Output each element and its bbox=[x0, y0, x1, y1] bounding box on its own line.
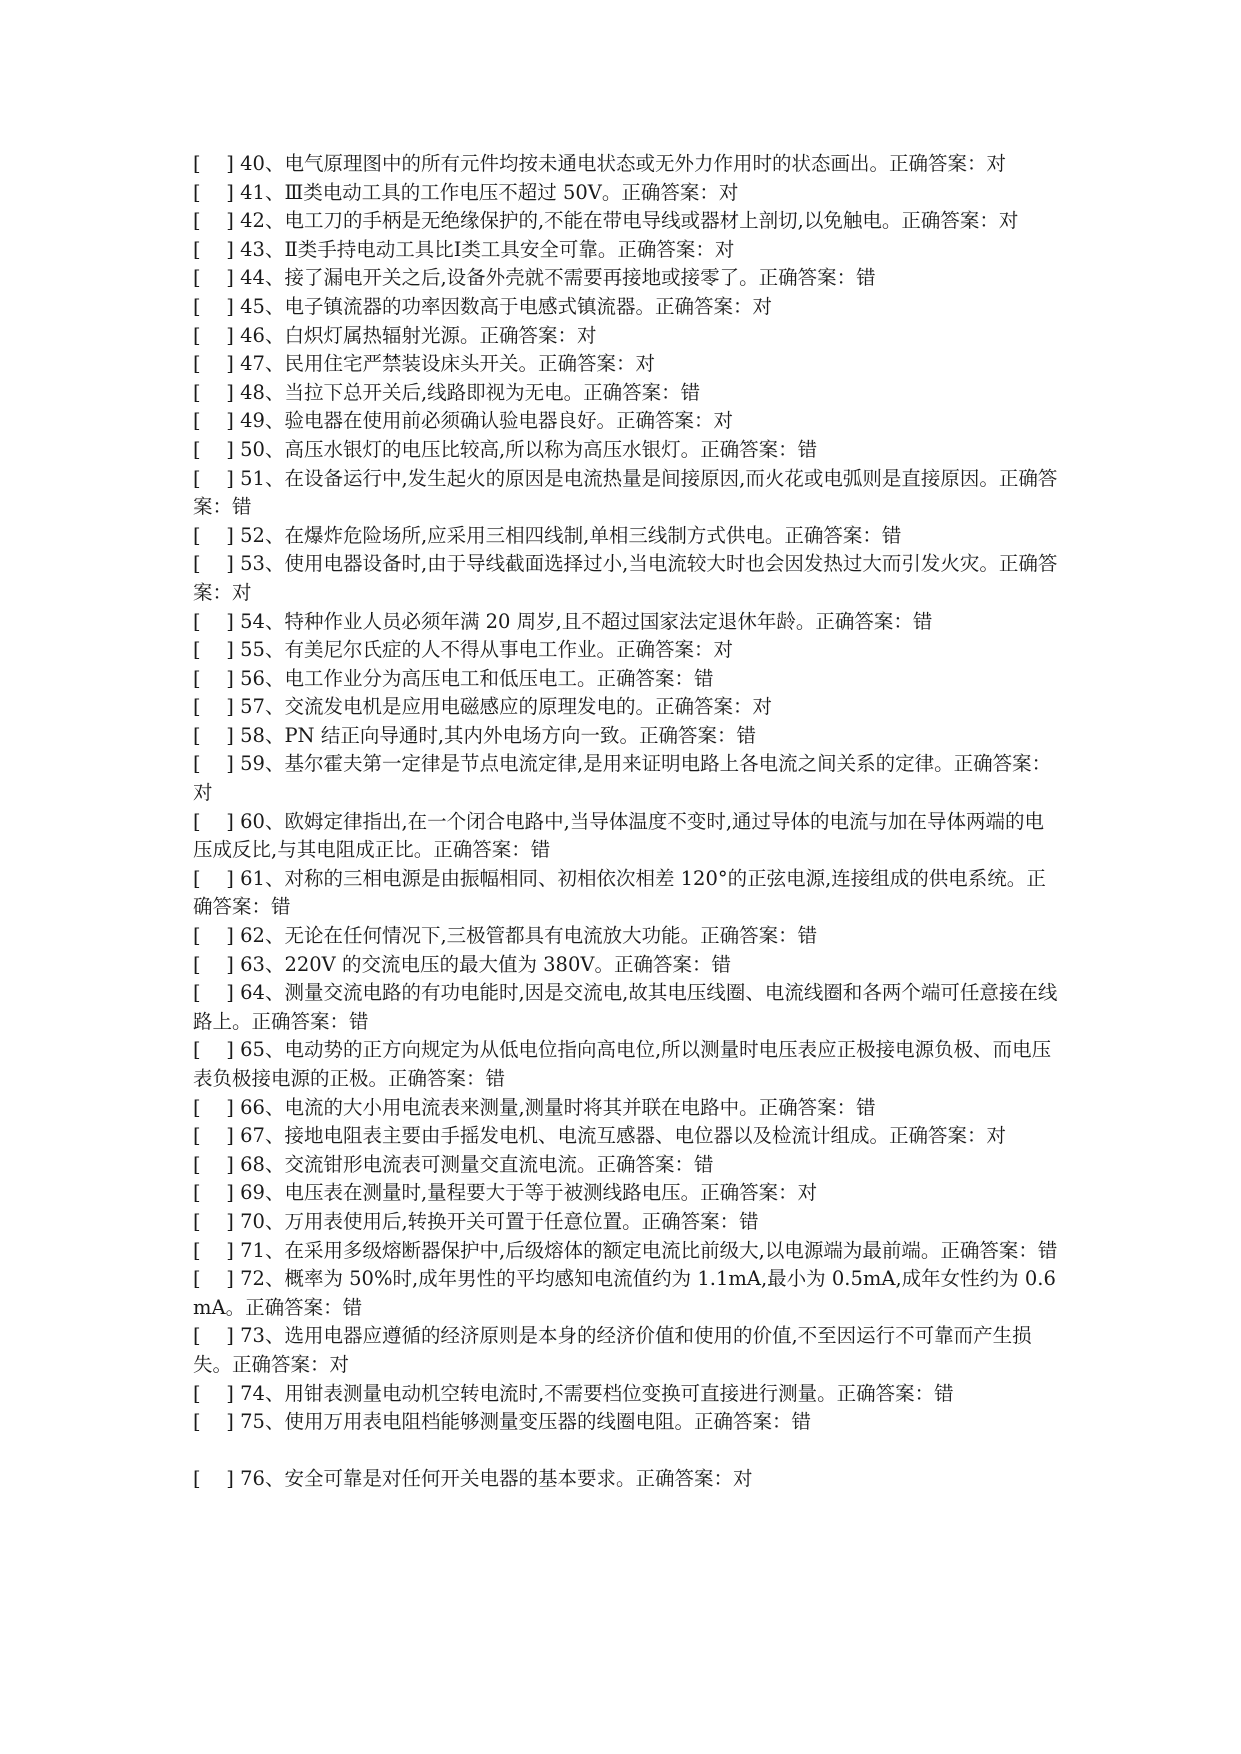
answer-label: 正确答案： bbox=[815, 609, 913, 633]
answer-value: 对 bbox=[797, 1181, 818, 1205]
question-text: 66、电流的大小用电流表来测量,测量时将其并联在电路中。 bbox=[240, 1095, 759, 1119]
question-text: 45、电子镇流器的功率因数高于电感式镇流器。 bbox=[240, 294, 655, 318]
question-item bbox=[193, 550, 1063, 607]
question-item bbox=[193, 179, 1063, 208]
answer-value: 错 bbox=[232, 495, 252, 519]
answer-value: 对 bbox=[986, 1124, 1006, 1148]
question-item bbox=[193, 207, 1063, 236]
answer-value: 错 bbox=[797, 924, 818, 948]
answer-label: 正确答案： bbox=[654, 294, 753, 318]
answer-value: 对 bbox=[329, 1352, 350, 1376]
question-item bbox=[193, 750, 1063, 807]
question-item bbox=[193, 1122, 1063, 1151]
question-text: 72、概率为 50%时,成年男性的平均感知电流值约为 1.1mA,最小为 0.5mA,成年女性约为 0.6mA。 bbox=[193, 1267, 1056, 1319]
answer-label: 正确答案： bbox=[251, 1009, 350, 1033]
question-item bbox=[193, 722, 1063, 751]
question-item bbox=[193, 665, 1063, 694]
answer-value: 对 bbox=[713, 409, 733, 433]
answer-bracket: [ ] bbox=[193, 1410, 234, 1434]
question-text: 64、测量交流电路的有功电能时,因是交流电,故其电压线圈、电流线圈和各两个端可任意接在线路上。 bbox=[193, 981, 1058, 1033]
answer-label: 正确答案： bbox=[940, 1238, 1038, 1262]
answer-value: 错 bbox=[693, 1152, 714, 1176]
answer-value: 对 bbox=[635, 352, 655, 376]
question-item bbox=[193, 407, 1063, 436]
answer-label: 正确答案： bbox=[388, 1067, 486, 1090]
answer-label: 正确答案： bbox=[654, 695, 753, 719]
answer-value: 对 bbox=[986, 152, 1006, 175]
answer-bracket: [ ] bbox=[193, 437, 234, 461]
answer-bracket: [ ] bbox=[193, 1152, 234, 1176]
question-text: 68、交流钳形电流表可测量交直流电流。 bbox=[240, 1152, 597, 1176]
question-item bbox=[193, 1179, 1063, 1208]
answer-bracket: [ ] bbox=[193, 752, 234, 776]
answer-value: 错 bbox=[1037, 1238, 1058, 1262]
answer-bracket: [ ] bbox=[193, 466, 234, 490]
question-item bbox=[193, 1380, 1063, 1409]
answer-bracket: [ ] bbox=[193, 695, 234, 719]
answer-label: 正确答案： bbox=[639, 723, 737, 747]
answer-bracket: [ ] bbox=[193, 952, 234, 976]
answer-value: 对 bbox=[752, 695, 772, 719]
question-text: 74、用钳表测量电动机空转电流时,不需要档位变换可直接进行测量。 bbox=[240, 1381, 837, 1405]
question-item bbox=[193, 236, 1063, 265]
question-item bbox=[193, 350, 1063, 379]
question-text: 56、电工作业分为高压电工和低压电工。 bbox=[240, 666, 597, 690]
question-item bbox=[193, 379, 1063, 408]
answer-label: 正确答案： bbox=[635, 1466, 733, 1490]
question-item bbox=[193, 865, 1063, 922]
question-text: 41、Ⅲ类电动工具的工作电压不超过 50V。 bbox=[240, 180, 622, 204]
answer-value: 对 bbox=[232, 580, 252, 604]
answer-value: 对 bbox=[752, 294, 772, 318]
answer-bracket: [ ] bbox=[193, 1238, 234, 1262]
question-item bbox=[193, 1237, 1063, 1266]
answer-label: 正确答案： bbox=[615, 638, 714, 662]
answer-bracket: [ ] bbox=[193, 352, 234, 376]
question-text: 63、220V 的交流电压的最大值为 380V。 bbox=[240, 952, 614, 976]
question-text: 58、PN 结正向导通时,其内外电场方向一致。 bbox=[240, 723, 640, 747]
answer-label: 正确答案： bbox=[888, 152, 987, 175]
answer-label: 正确答案： bbox=[700, 924, 798, 948]
question-text: 67、接地电阻表主要由手摇发电机、电流互感器、电位器以及检流计组成。 bbox=[240, 1124, 889, 1148]
answer-bracket: [ ] bbox=[193, 1181, 234, 1205]
answer-bracket: [ ] bbox=[193, 180, 234, 204]
answer-bracket: [ ] bbox=[193, 1267, 234, 1291]
answer-label: 正确答案： bbox=[245, 1295, 343, 1319]
question-item bbox=[193, 1094, 1063, 1123]
question-text: 73、选用电器应遵循的经济原则是本身的经济价值和使用的价值,不至因运行不可靠而产生损失。 bbox=[193, 1324, 1032, 1376]
answer-value: 错 bbox=[881, 523, 902, 547]
question-text: 49、验电器在使用前必须确认验电器良好。 bbox=[240, 409, 616, 433]
answer-bracket: [ ] bbox=[193, 1124, 234, 1148]
answer-label: 正确答案： bbox=[232, 1352, 330, 1376]
question-text: 54、特种作业人员必须年满 20 周岁,且不超过国家法定退休年龄。 bbox=[240, 609, 816, 633]
answer-bracket: [ ] bbox=[193, 638, 234, 662]
answer-value: 错 bbox=[791, 1410, 811, 1434]
answer-label: 正确答案： bbox=[583, 380, 681, 404]
answer-bracket: [ ] bbox=[193, 609, 234, 633]
answer-value: 对 bbox=[718, 180, 739, 204]
answer-bracket: [ ] bbox=[193, 266, 234, 290]
question-text: 53、使用电器设备时,由于导线截面选择过小,当电流较大时也会因发热过大而引发火灾。 bbox=[240, 552, 999, 576]
answer-value: 错 bbox=[736, 723, 757, 747]
answer-label: 正确答案： bbox=[953, 752, 1052, 776]
answer-bracket: [ ] bbox=[193, 1095, 234, 1119]
answer-label: 正确答案： bbox=[596, 1152, 694, 1176]
question-text: 50、高压水银灯的电压比较高,所以称为高压水银灯。 bbox=[240, 437, 701, 461]
answer-bracket: [ ] bbox=[193, 523, 234, 547]
answer-value: 错 bbox=[856, 1095, 876, 1119]
question-text: 40、电气原理图中的所有元件均按未通电状态或无外力作用时的状态画出。 bbox=[240, 152, 889, 175]
answer-label: 正确答案： bbox=[193, 466, 1058, 519]
answer-label: 正确答案： bbox=[700, 437, 798, 461]
answer-label: 正确答案： bbox=[641, 1209, 740, 1233]
answer-value: 错 bbox=[271, 895, 291, 919]
question-text: 46、白炽灯属热辐射光源。 bbox=[240, 323, 480, 347]
question-text: 42、电工刀的手柄是无绝缘保护的,不能在带电导线或器材上剖切,以免触电。 bbox=[240, 209, 902, 233]
question-item bbox=[193, 465, 1063, 522]
question-item bbox=[193, 1465, 1063, 1494]
answer-value: 错 bbox=[934, 1381, 954, 1405]
document-page bbox=[193, 150, 1063, 1493]
question-item bbox=[193, 808, 1063, 865]
answer-value: 错 bbox=[693, 666, 714, 690]
answer-bracket: [ ] bbox=[193, 409, 234, 433]
answer-bracket: [ ] bbox=[193, 1324, 234, 1348]
answer-value: 错 bbox=[342, 1295, 363, 1319]
question-item bbox=[193, 1408, 1063, 1437]
answer-label: 正确答案： bbox=[479, 323, 577, 347]
answer-value: 错 bbox=[680, 380, 701, 404]
answer-value: 对 bbox=[576, 323, 597, 347]
answer-value: 错 bbox=[856, 266, 876, 290]
answer-label: 正确答案： bbox=[693, 1410, 792, 1434]
answer-label: 正确答案： bbox=[537, 352, 636, 376]
question-text: 48、当拉下总开关后,线路即视为无电。 bbox=[240, 380, 584, 404]
question-text: 61、对称的三相电源是由振幅相同、初相依次相差 120°的正弦电源,连接组成的供电系统。 bbox=[240, 866, 1027, 890]
answer-bracket: [ ] bbox=[193, 1209, 234, 1233]
question-item bbox=[193, 150, 1063, 179]
answer-value: 错 bbox=[530, 838, 551, 862]
question-text: 59、基尔霍夫第一定律是节点电流定律,是用来证明电路上各电流之间关系的定律。 bbox=[240, 752, 954, 776]
question-item bbox=[193, 636, 1063, 665]
question-item bbox=[193, 264, 1063, 293]
question-item bbox=[193, 436, 1063, 465]
question-text: 57、交流发电机是应用电磁感应的原理发电的。 bbox=[240, 695, 655, 719]
question-text: 43、Ⅱ类手持电动工具比Ⅰ类工具安全可靠。 bbox=[240, 237, 618, 261]
question-text: 52、在爆炸危险场所,应采用三相四线制,单相三线制方式供电。 bbox=[240, 523, 785, 547]
question-item bbox=[193, 922, 1063, 951]
answer-bracket: [ ] bbox=[193, 552, 234, 576]
answer-bracket: [ ] bbox=[193, 924, 234, 948]
answer-bracket: [ ] bbox=[193, 237, 234, 261]
question-item bbox=[193, 979, 1063, 1036]
question-item bbox=[193, 1036, 1063, 1093]
answer-label: 正确答案： bbox=[613, 952, 712, 976]
question-text: 75、使用万用表电阻档能够测量变压器的线圈电阻。 bbox=[240, 1410, 694, 1434]
answer-value: 对 bbox=[193, 781, 213, 805]
answer-bracket: [ ] bbox=[193, 323, 234, 347]
answer-bracket: [ ] bbox=[193, 1038, 234, 1062]
question-text: 71、在采用多级熔断器保护中,后级熔体的额定电流比前级大,以电源端为最前端。 bbox=[240, 1238, 941, 1262]
answer-value: 错 bbox=[349, 1009, 369, 1033]
question-item bbox=[193, 293, 1063, 322]
answer-bracket: [ ] bbox=[193, 809, 234, 833]
question-text: 51、在设备运行中,发生起火的原因是电流热量是间接原因,而火花或电弧则是直接原因。 bbox=[240, 466, 999, 490]
answer-label: 正确答案： bbox=[193, 552, 1058, 604]
answer-value: 错 bbox=[912, 609, 933, 633]
answer-value: 错 bbox=[739, 1209, 759, 1233]
answer-bracket: [ ] bbox=[193, 1466, 234, 1490]
question-text: 69、电压表在测量时,量程要大于等于被测线路电压。 bbox=[240, 1181, 701, 1205]
answer-bracket: [ ] bbox=[193, 723, 234, 747]
answer-bracket: [ ] bbox=[193, 666, 234, 690]
answer-bracket: [ ] bbox=[193, 294, 234, 318]
answer-label: 正确答案： bbox=[758, 1095, 857, 1119]
answer-value: 错 bbox=[711, 952, 731, 976]
question-text: 70、万用表使用后,转换开关可置于任意位置。 bbox=[240, 1209, 642, 1233]
answer-value: 对 bbox=[714, 237, 735, 261]
question-item bbox=[193, 1151, 1063, 1180]
answer-label: 正确答案： bbox=[784, 523, 882, 547]
answer-label: 正确答案： bbox=[901, 209, 999, 233]
question-text: 62、无论在任何情况下,三极管都具有电流放大功能。 bbox=[240, 924, 701, 948]
answer-bracket: [ ] bbox=[193, 866, 234, 890]
answer-value: 错 bbox=[797, 437, 818, 461]
question-item bbox=[193, 522, 1063, 551]
answer-label: 正确答案： bbox=[193, 866, 1046, 919]
answer-bracket: [ ] bbox=[193, 380, 234, 404]
answer-label: 正确答案： bbox=[615, 409, 714, 433]
answer-label: 正确答案： bbox=[836, 1381, 935, 1405]
answer-label: 正确答案： bbox=[433, 838, 531, 862]
question-item bbox=[193, 1208, 1063, 1237]
answer-value: 对 bbox=[713, 638, 733, 662]
question-item bbox=[193, 951, 1063, 980]
answer-label: 正确答案： bbox=[758, 266, 857, 290]
answer-bracket: [ ] bbox=[193, 209, 234, 233]
answer-label: 正确答案： bbox=[888, 1124, 987, 1148]
question-text: 55、有美尼尔氏症的人不得从事电工作业。 bbox=[240, 638, 616, 662]
question-text: 65、电动势的正方向规定为从低电位指向高电位,所以测量时电压表应正极接电源负极、而电压表负极接电源的正极。 bbox=[193, 1038, 1052, 1090]
answer-bracket: [ ] bbox=[193, 152, 234, 175]
answer-bracket: [ ] bbox=[193, 1381, 234, 1405]
question-item bbox=[193, 608, 1063, 637]
answer-value: 对 bbox=[998, 209, 1019, 233]
question-item bbox=[193, 1265, 1063, 1322]
answer-label: 正确答案： bbox=[617, 237, 715, 261]
answer-value: 对 bbox=[732, 1466, 753, 1490]
answer-label: 正确答案： bbox=[700, 1181, 798, 1205]
answer-label: 正确答案： bbox=[596, 666, 694, 690]
question-item bbox=[193, 693, 1063, 722]
answer-bracket: [ ] bbox=[193, 981, 234, 1005]
answer-label: 正确答案： bbox=[621, 180, 719, 204]
question-item bbox=[193, 1322, 1063, 1379]
question-text: 44、接了漏电开关之后,设备外壳就不需要再接地或接零了。 bbox=[240, 266, 759, 290]
question-text: 60、欧姆定律指出,在一个闭合电路中,当导体温度不变时,通过导体的电流与加在导体两端的电压成反比,与其电阻成正比。 bbox=[193, 809, 1045, 862]
answer-value: 错 bbox=[485, 1067, 506, 1090]
question-text: 76、安全可靠是对任何开关电器的基本要求。 bbox=[240, 1466, 636, 1490]
question-item bbox=[193, 322, 1063, 351]
question-text: 47、民用住宅严禁装设床头开关。 bbox=[240, 352, 538, 376]
